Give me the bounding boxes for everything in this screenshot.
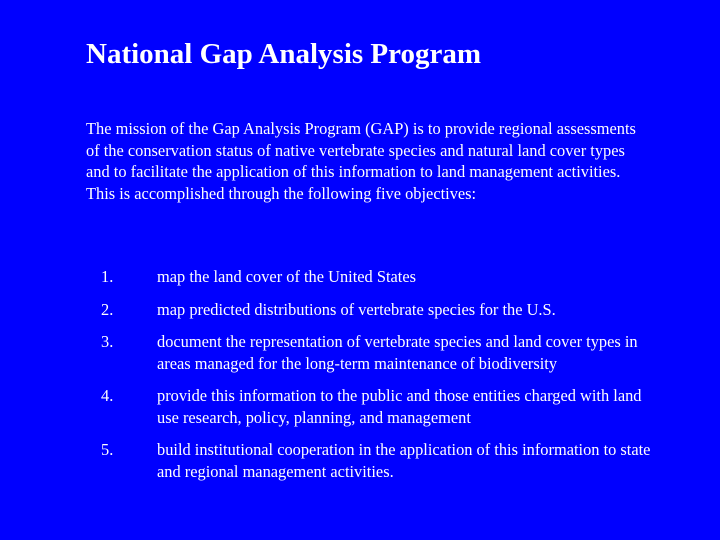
objective-text: document the representation of vertebrate species and land cover types in areas managed for the long-term maintenance of biodiversity <box>157 332 638 373</box>
objective-number: 5. <box>101 440 114 459</box>
mission-paragraph: The mission of the Gap Analysis Program (GAP) is to provide regional assessments of the conservation status of native vertebrate species and natural land cover types and to facilitate the application of this information to land management activities. This is accomplished through the following five objectives: <box>86 119 636 203</box>
objective-item <box>101 266 661 288</box>
objective-text: build institutional cooperation in the application of this information to state and regional management activities. <box>157 440 651 481</box>
objective-text: map the land cover of the United States <box>157 267 416 286</box>
objective-number: 3. <box>101 332 114 351</box>
objective-number: 1. <box>101 267 114 286</box>
objective-number: 4. <box>101 386 114 405</box>
objective-item <box>101 299 661 321</box>
objective-item <box>101 331 661 374</box>
objective-text: provide this information to the public and those entities charged with land use research, policy, planning, and management <box>157 386 642 427</box>
objective-item <box>101 385 661 428</box>
slide-title: National Gap Analysis Program <box>86 38 482 70</box>
objectives-list <box>101 266 661 482</box>
objective-text: map predicted distributions of vertebrate species for the U.S. <box>157 299 556 319</box>
objective-item <box>101 439 661 482</box>
objective-number: 2. <box>101 299 114 319</box>
